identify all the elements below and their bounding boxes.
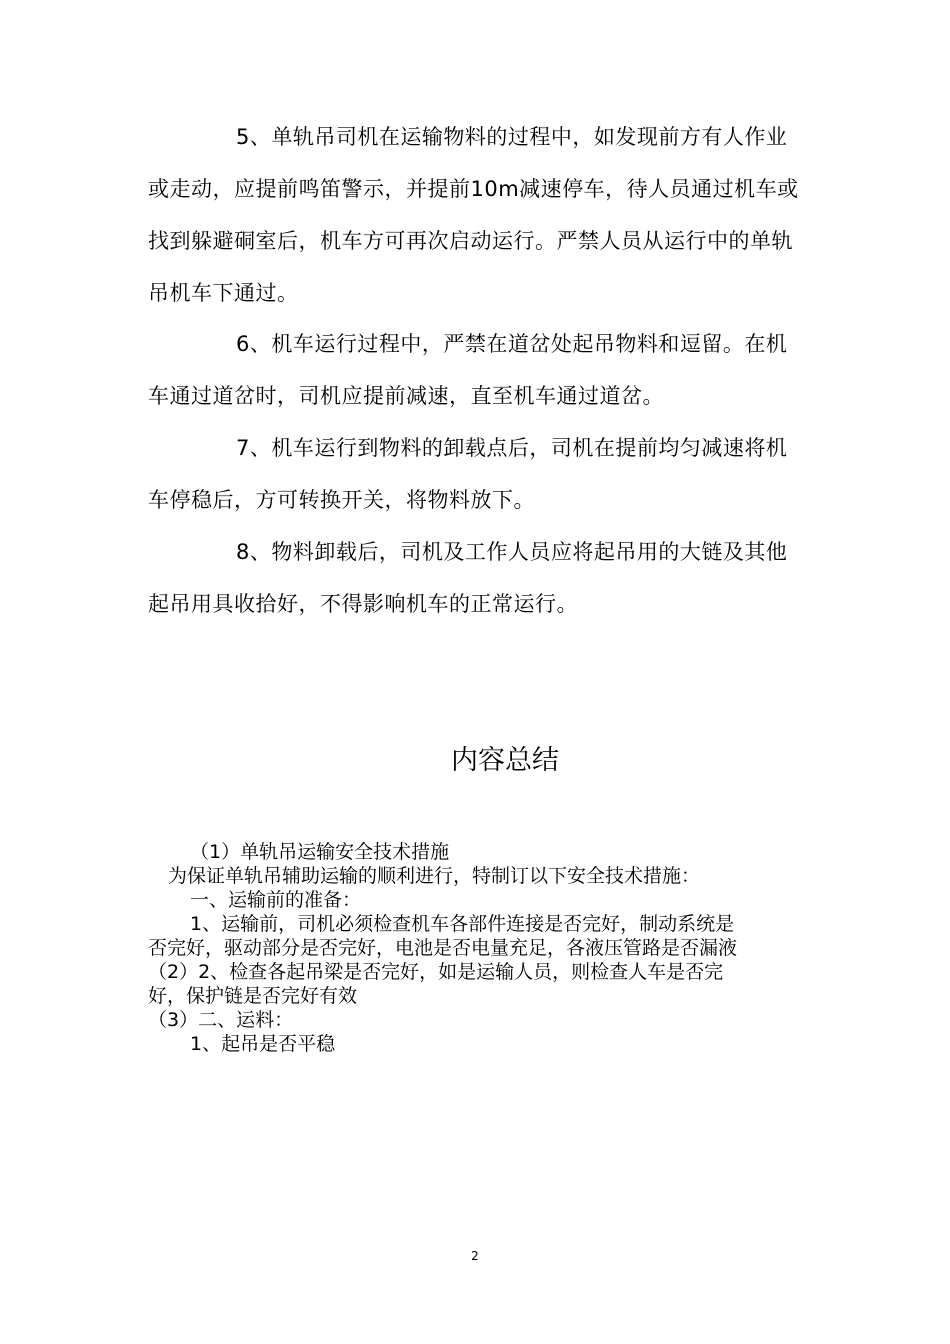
- page-number: 2: [471, 1249, 479, 1263]
- summary-line: （1）单轨吊运输安全技术措施: [190, 841, 450, 863]
- paragraph-6: 6、机车运行过程中，严禁在道岔处起吊物料和逗留。在机车通过道岔时，司机应提前减速，直至机车通过道岔。: [148, 332, 788, 408]
- summary-line: （2）2、检查各起吊梁是否完好，如是运输人员，则检查人车是否完: [148, 961, 724, 983]
- summary-line: 1、运输前，司机必须检查机车各部件连接是否完好，制动系统是: [190, 913, 735, 935]
- summary-title: 内容总结: [451, 745, 559, 776]
- summary-line: 一、运输前的准备：: [190, 889, 362, 911]
- summary-line: 为保证单轨吊辅助运输的顺利进行，特制订以下安全技术措施：: [168, 865, 701, 887]
- paragraph-8: 8、物料卸载后，司机及工作人员应将起吊用的大链及其他起吊用具收拾好，不得影响机车的正常运行。: [148, 540, 788, 616]
- summary-line: （3）二、运料：: [148, 1009, 294, 1031]
- paragraph-7: 7、机车运行到物料的卸载点后，司机在提前均匀减速将机车停稳后，方可转换开关，将物料放下。: [148, 436, 788, 512]
- summary-line: 好，保护链是否完好有效: [148, 985, 358, 1007]
- summary-line: 否完好，驱动部分是否完好，电池是否电量充足，各液压管路是否漏液: [148, 937, 738, 959]
- summary-body: [148, 840, 800, 1056]
- paragraph-5: 5、单轨吊司机在运输物料的过程中，如发现前方有人作业或走动，应提前鸣笛警示，并提前10m减速停车，待人员通过机车或找到躲避硐室后，机车方可再次启动运行。严禁人员从运行中的单轨吊机车下通过。: [148, 125, 799, 305]
- summary-line: 1、起吊是否平稳: [190, 1033, 336, 1055]
